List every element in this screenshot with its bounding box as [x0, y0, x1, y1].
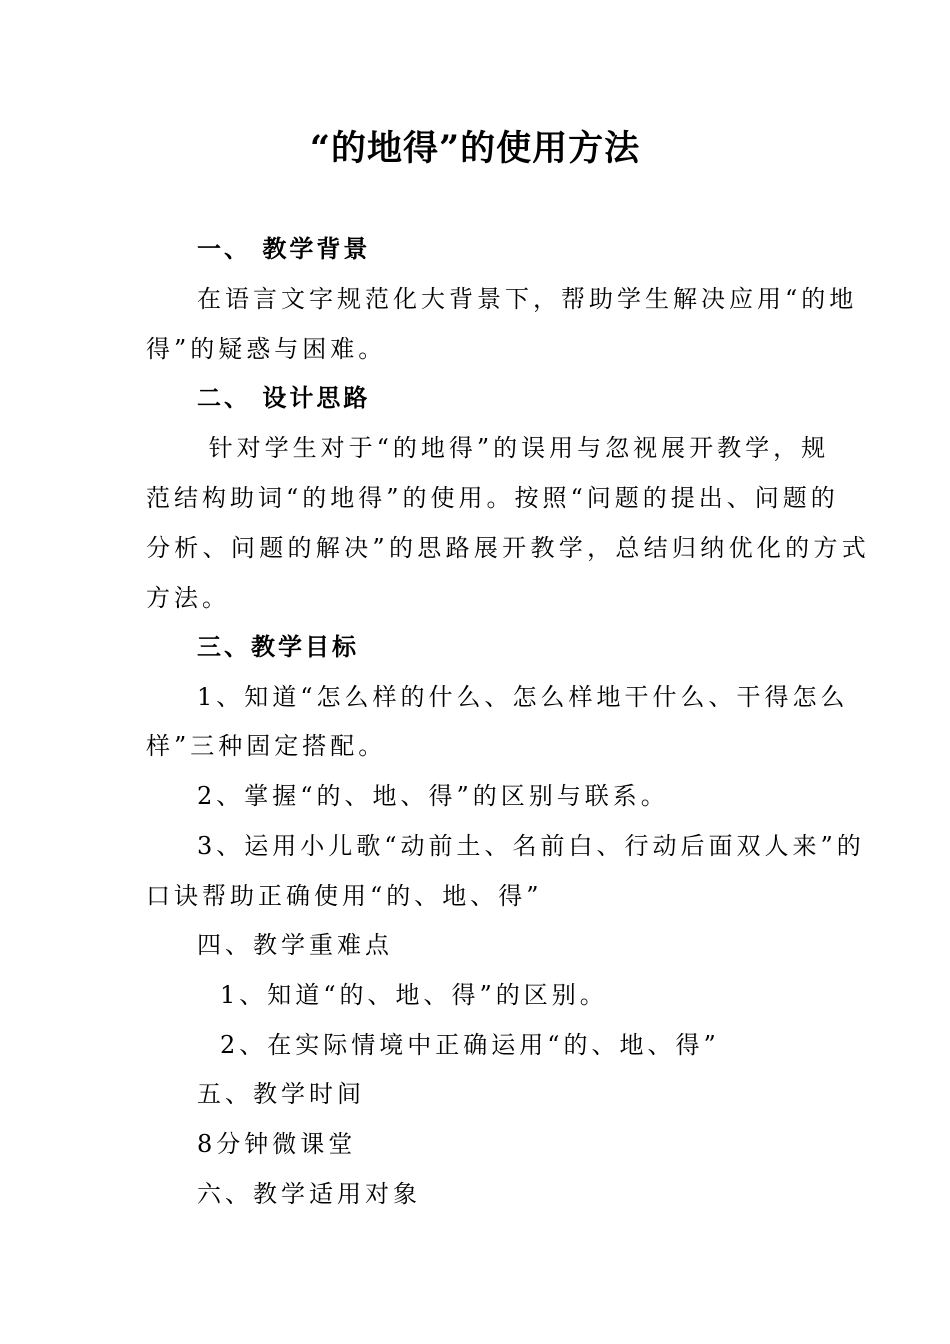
paragraph-line: 方法。 [146, 584, 230, 612]
section-heading-design: 二、 设计思路 [197, 383, 371, 412]
section-heading-audience: 六、教学适用对象 [197, 1180, 421, 1208]
paragraph-line: 得”的疑惑与困难。 [146, 335, 387, 363]
paragraph-line: 针对学生对于“的地得”的误用与忽视展开教学，规 [197, 434, 830, 462]
paragraph-line: 1、知道“怎么样的什么、怎么样地干什么、干得怎么 [197, 683, 849, 711]
paragraph-line: 3、运用小儿歌“动前土、名前白、行动后面双人来”的 [197, 832, 865, 860]
section-heading-time: 五、教学时间 [197, 1080, 365, 1108]
paragraph-line: 样”三种固定搭配。 [146, 732, 387, 760]
paragraph-line: 分析、问题的解决”的思路展开教学，总结归纳优化的方式 [146, 534, 871, 562]
paragraph-line: 2、掌握“的、地、得”的区别与联系。 [197, 782, 669, 810]
paragraph-line: 口诀帮助正确使用“的、地、得” [146, 882, 543, 910]
paragraph-line: 在语言文字规范化大背景下，帮助学生解决应用“的地 [197, 285, 858, 313]
paragraph-line: 8分钟微课堂 [197, 1130, 357, 1158]
document-title: “的地得”的使用方法 [309, 128, 641, 169]
paragraph-line: 范结构助词“的地得”的使用。按照“问题的提出、问题的 [146, 484, 839, 512]
section-heading-goals: 三、教学目标 [197, 632, 359, 661]
section-heading-key-points: 四、教学重难点 [197, 931, 393, 959]
paragraph-line: 1、知道“的、地、得”的区别。 [220, 981, 608, 1009]
section-heading-background: 一、 教学背景 [197, 234, 371, 263]
paragraph-line: 2、在实际情境中正确运用“的、地、得” [220, 1031, 720, 1059]
